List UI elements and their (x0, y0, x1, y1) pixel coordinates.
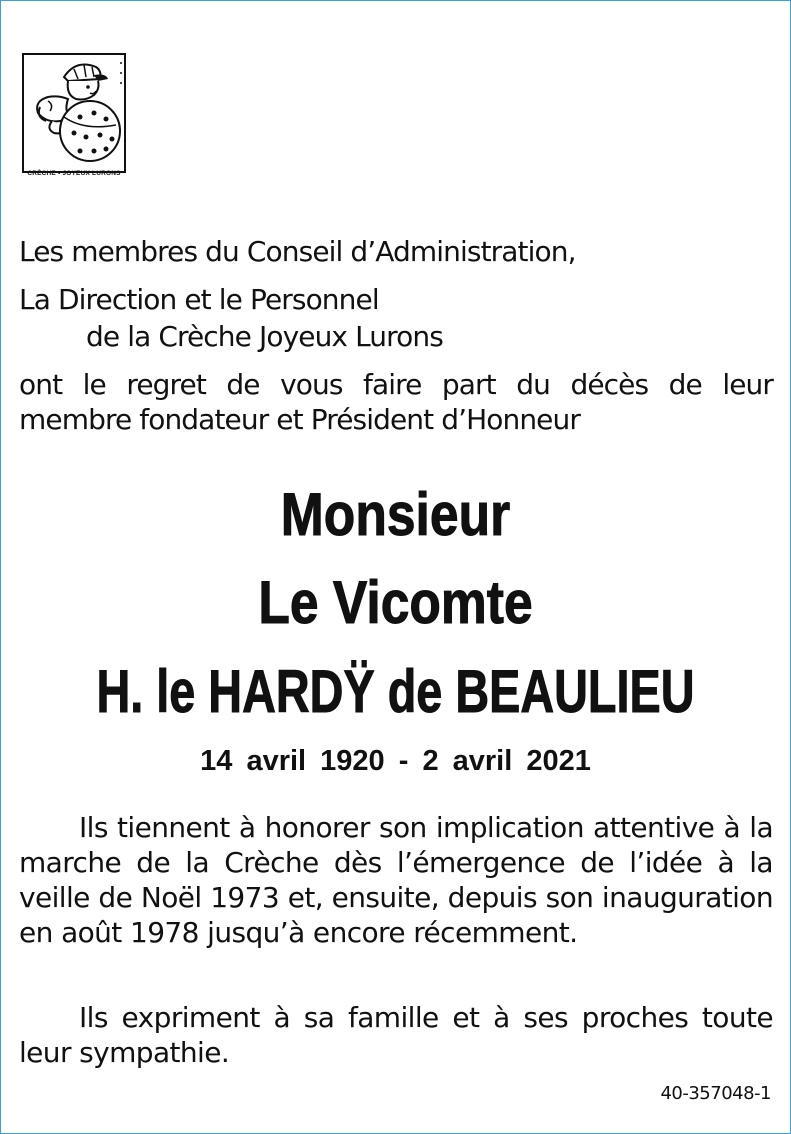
intro-line-1: Les membres du Conseil d’Administration, (19, 235, 576, 268)
intro-line-3: de la Crèche Joyeux Lurons (86, 320, 443, 353)
deceased-name: H. le HARDŸ de BEAULIEU (96, 658, 695, 725)
intro-line-2: La Direction et le Personnel (19, 283, 379, 316)
deceased-rank: Le Vicomte (258, 569, 533, 636)
tribute-paragraph: Ils tiennent à honorer son implication attentive à la marche de la Crèche dès l’émergence de l’idée à la veille de Noël 1973 et, ensuite, depuis son inauguration en août 1978 jusqu’à encore récemment. (19, 811, 773, 949)
intro-line-4: ont le regret de vous faire part du décès de leur (19, 368, 773, 401)
logo-box (22, 53, 126, 173)
sympathy-paragraph: Ils expriment à sa famille et à ses proches toute leur sympathie. (19, 1001, 773, 1069)
intro-line-5: membre fondateur et Président d’Honneur (19, 403, 580, 436)
life-dates: 14 avril 1920 - 2 avril 2021 (200, 745, 591, 777)
logo-caption: CRÈCHE • JOYEUX LURONS (27, 170, 121, 177)
child-with-ball-icon (24, 55, 124, 171)
reference-number: 40-357048-1 (660, 1083, 771, 1104)
deceased-title: Monsieur (280, 481, 511, 548)
creche-logo (22, 53, 126, 183)
